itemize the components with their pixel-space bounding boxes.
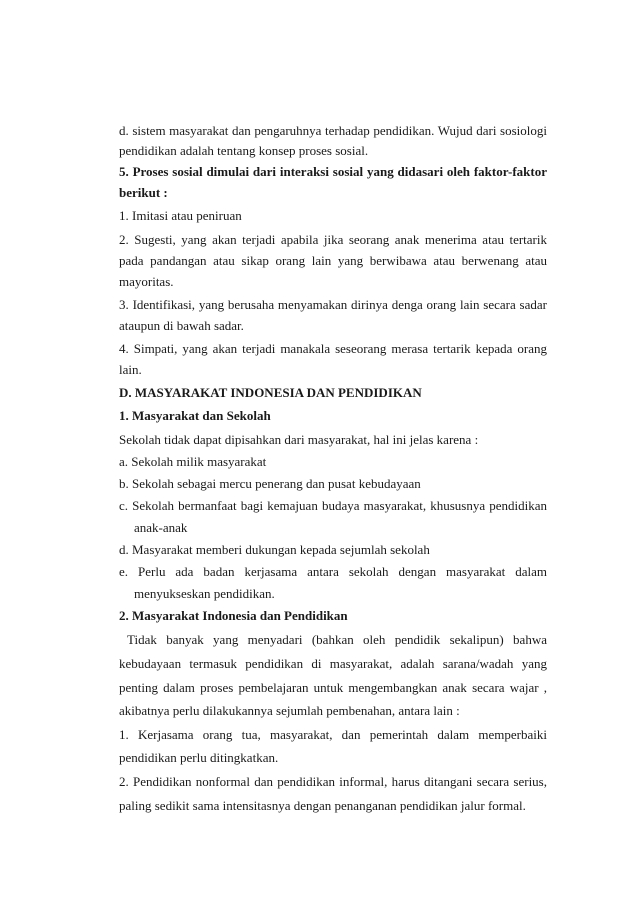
text-line: Sekolah tidak dapat dipisahkan dari masyarakat, hal ini jelas karena : [119, 432, 479, 447]
text-line: pada pandangan atau sikap orang lain yang berwibawa atau berwenang atau [119, 253, 547, 268]
list-item: 1. Kerjasama orang tua, masyarakat, dan pemerintah dalam memperbaiki [119, 727, 547, 742]
text-line: lain. [119, 362, 142, 377]
text-line: Tidak banyak yang menyadari (bahkan oleh pendidik sekalipun) bahwa [127, 632, 547, 647]
text-line: ataupun di bawah sadar. [119, 318, 244, 333]
text-line: d. sistem masyarakat dan pengaruhnya terhadap pendidikan. Wujud dari sosiologi [119, 123, 547, 138]
subsection-heading: 2. Masyarakat Indonesia dan Pendidikan [119, 608, 348, 623]
list-item: 1. Imitasi atau peniruan [119, 208, 242, 223]
list-item: a. Sekolah milik masyarakat [119, 454, 267, 469]
list-item: e. Perlu ada badan kerjasama antara sekolah dengan masyarakat dalam [119, 564, 547, 579]
text-line: akibatnya perlu dilakukannya sejumlah pembenahan, antara lain : [119, 703, 460, 718]
text-line: penting dalam proses pembelajaran untuk mengembangkan anak secara wajar , [119, 680, 547, 695]
numbered-item-heading: berikut : [119, 185, 168, 200]
list-item: 2. Sugesti, yang akan terjadi apabila jika seorang anak menerima atau tertarik [119, 232, 547, 247]
text-line: kebudayaan termasuk pendidikan di masyarakat, adalah sarana/wadah yang [119, 656, 547, 671]
list-item: b. Sekolah sebagai mercu penerang dan pusat kebudayaan [119, 476, 421, 491]
list-item: c. Sekolah bermanfaat bagi kemajuan budaya masyarakat, khususnya pendidikan [119, 498, 547, 513]
list-item: 2. Pendidikan nonformal dan pendidikan informal, harus ditangani secara serius, [119, 774, 547, 789]
text-line: menyukseskan pendidikan. [134, 586, 275, 601]
subsection-heading: 1. Masyarakat dan Sekolah [119, 408, 271, 423]
text-line: mayoritas. [119, 274, 174, 289]
list-item: d. Masyarakat memberi dukungan kepada sejumlah sekolah [119, 542, 430, 557]
list-item: 3. Identifikasi, yang berusaha menyamakan dirinya denga orang lain secara sadar [119, 297, 547, 312]
list-item: 4. Simpati, yang akan terjadi manakala seseorang merasa tertarik kepada orang [119, 341, 547, 356]
numbered-item-heading: 5. Proses sosial dimulai dari interaksi sosial yang didasari oleh faktor-faktor [119, 164, 547, 179]
text-line: pendidikan adalah tentang konsep proses sosial. [119, 143, 369, 158]
section-heading: D. MASYARAKAT INDONESIA DAN PENDIDIKAN [119, 385, 422, 400]
text-line: pendidikan perlu ditingkatkan. [119, 750, 279, 765]
text-line: anak-anak [134, 520, 188, 535]
text-line: paling sedikit sama intensitasnya dengan penanganan pendidikan jalur formal. [119, 798, 526, 813]
